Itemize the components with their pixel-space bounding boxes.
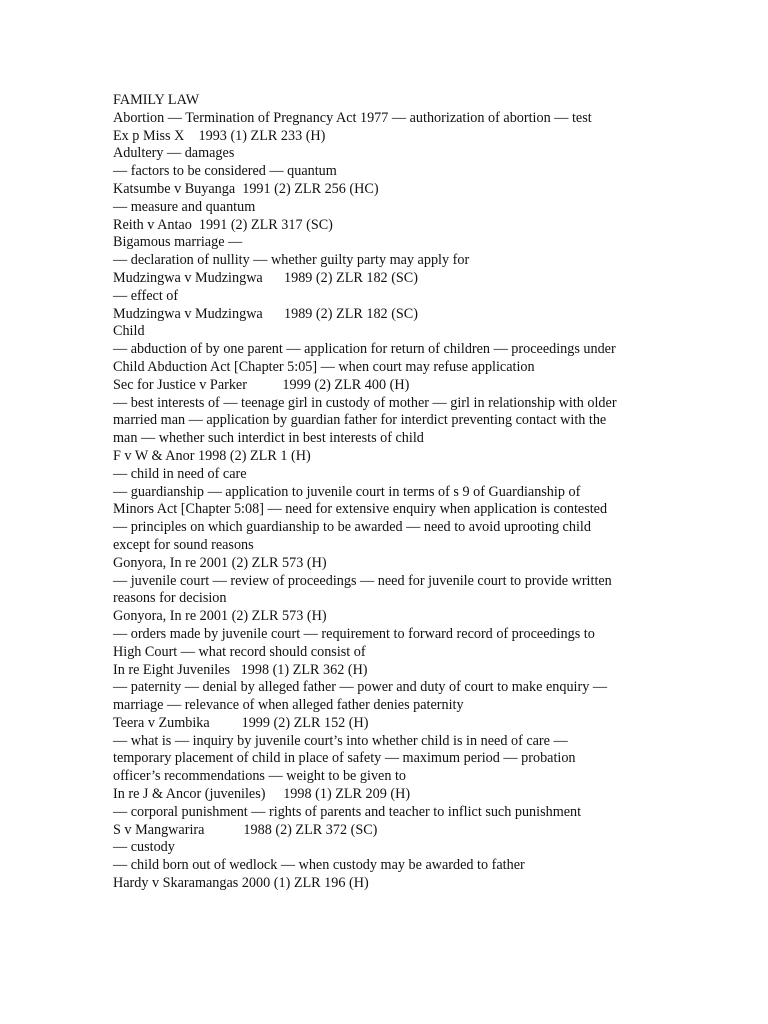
text-line: Bigamous marriage — <box>113 234 243 251</box>
text-line: — paternity — denial by alleged father — power and duty of court to make enquiry — <box>113 679 608 696</box>
text-line: married man — application by guardian father for interdict preventing contact with the <box>113 412 607 429</box>
text-line: — what is — inquiry by juvenile court’s into whether child is in need of care — <box>113 732 568 749</box>
text-line: Child <box>113 323 145 340</box>
text-line: — corporal punishment — rights of parents and teacher to inflict such punishment <box>113 803 582 820</box>
text-line: Child Abduction Act [Chapter 5:05] — when court may refuse application <box>113 358 535 375</box>
text-line: — abduction of by one parent — application for return of children — proceedings under <box>113 341 616 358</box>
text-line: — declaration of nullity — whether guilty party may apply for <box>113 252 470 269</box>
text-line: — factors to be considered — quantum <box>113 163 337 180</box>
text-line: Abortion — Termination of Pregnancy Act 1977 — authorization of abortion — test <box>113 109 592 126</box>
case-citation: Teera v Zumbika 1999 (2) ZLR 152 (H) <box>113 714 369 731</box>
text-line: — effect of <box>113 287 179 304</box>
document-page <box>113 92 753 893</box>
text-line: man — whether such interdict in best interests of child <box>113 430 424 447</box>
text-line: — best interests of — teenage girl in custody of mother — girl in relationship with older <box>113 394 617 411</box>
case-citation: In re J & Ancor (juveniles) 1998 (1) ZLR 209 (H) <box>113 786 411 803</box>
case-citation: S v Mangwarira 1988 (2) ZLR 372 (SC) <box>113 821 378 838</box>
case-citation: Mudzingwa v Mudzingwa 1989 (2) ZLR 182 (SC) <box>113 269 418 286</box>
text-line: — child in need of care <box>113 465 247 482</box>
text-line: — principles on which guardianship to be awarded — need to avoid uprooting child <box>113 519 591 536</box>
text-line: officer’s recommendations — weight to be given to <box>113 768 407 785</box>
text-line: — custody <box>113 839 175 856</box>
text-line: — child born out of wedlock — when custody may be awarded to father <box>113 857 525 874</box>
case-citation: Reith v Antao 1991 (2) ZLR 317 (SC) <box>113 216 333 233</box>
case-citation: Sec for Justice v Parker 1999 (2) ZLR 400 (H) <box>113 376 410 393</box>
text-line: Minors Act [Chapter 5:08] — need for extensive enquiry when application is contested <box>113 501 608 518</box>
case-citation: Ex p Miss X 1993 (1) ZLR 233 (H) <box>113 127 326 144</box>
case-citation: Katsumbe v Buyanga 1991 (2) ZLR 256 (HC) <box>113 180 379 197</box>
case-citation: In re Eight Juveniles 1998 (1) ZLR 362 (H) <box>113 661 368 678</box>
text-line: — guardianship — application to juvenile court in terms of s 9 of Guardianship of <box>113 483 581 500</box>
text-line: — measure and quantum <box>113 198 256 215</box>
case-citation: Hardy v Skaramangas 2000 (1) ZLR 196 (H) <box>113 875 369 892</box>
text-line: temporary placement of child in place of safety — maximum period — probation <box>113 750 576 767</box>
text-line: Adultery — damages <box>113 145 235 162</box>
text-line: High Court — what record should consist of <box>113 643 366 660</box>
text-line: — juvenile court — review of proceedings — need for juvenile court to provide written <box>113 572 612 589</box>
section-heading: FAMILY LAW <box>113 92 200 108</box>
text-line: marriage — relevance of when alleged father denies paternity <box>113 697 464 714</box>
case-citation: Gonyora, In re 2001 (2) ZLR 573 (H) <box>113 608 327 625</box>
case-citation: Gonyora, In re 2001 (2) ZLR 573 (H) <box>113 554 327 571</box>
text-line: except for sound reasons <box>113 536 254 553</box>
case-citation: F v W & Anor 1998 (2) ZLR 1 (H) <box>113 447 311 464</box>
text-line: — orders made by juvenile court — requirement to forward record of proceedings to <box>113 625 595 642</box>
text-line: reasons for decision <box>113 590 227 607</box>
case-citation: Mudzingwa v Mudzingwa 1989 (2) ZLR 182 (SC) <box>113 305 418 322</box>
